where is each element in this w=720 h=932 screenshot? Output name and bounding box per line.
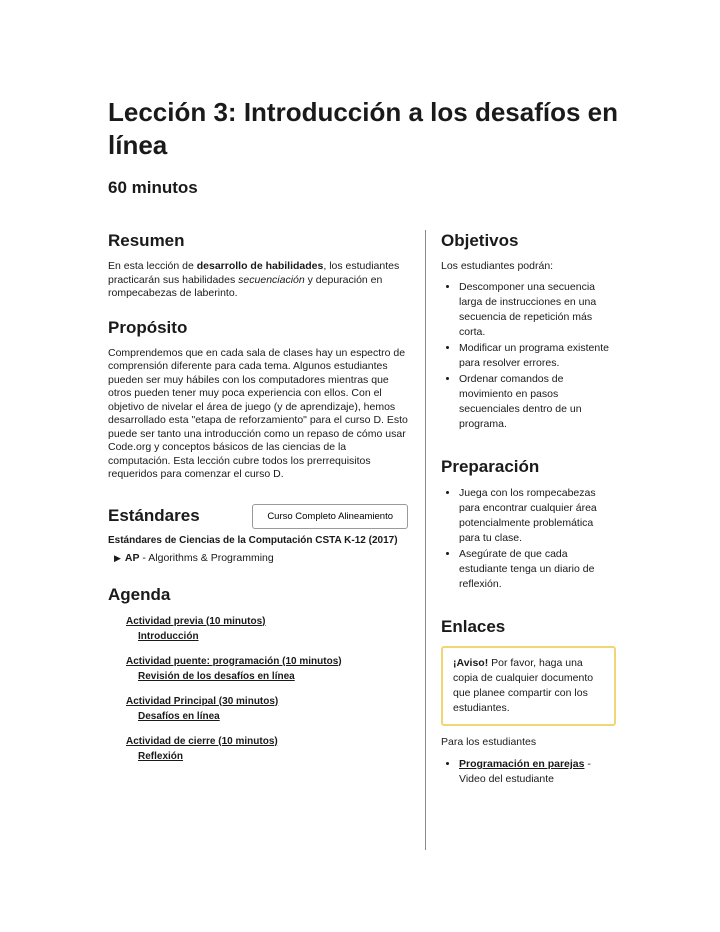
student-links-list	[441, 757, 616, 787]
standards-header	[108, 504, 408, 529]
standard-item-ap[interactable]	[114, 552, 408, 564]
notice-text: Por favor, haga una copia de cualquier documento que planee compartir con los estudiantes.	[453, 656, 594, 714]
agenda-heading: Agenda	[108, 584, 171, 604]
summary-heading: Resumen	[108, 231, 185, 250]
objectives-intro: Los estudiantes podrán:	[441, 260, 554, 272]
list-item: • Descomponer una secuencia larga de instrucciones en una secuencia de repetición más corta.	[459, 280, 616, 340]
standards-heading: Estándares	[108, 506, 200, 525]
agenda-item	[126, 734, 408, 764]
agenda-main-link[interactable]: Actividad de cierre (10 minutos)	[126, 735, 278, 747]
agenda-sub-link[interactable]: Desafíos en línea	[138, 710, 220, 722]
list-item	[459, 757, 616, 787]
lesson-duration: 60 minutos	[108, 178, 198, 197]
agenda-main-link[interactable]: Actividad puente: programación (10 minutos)	[126, 655, 342, 667]
preparation-heading: Preparación	[441, 456, 540, 476]
summary-text	[108, 260, 408, 301]
standards-section	[108, 504, 408, 564]
standards-framework: Estándares de Ciencias de la Computación CSTA K-12 (2017)	[108, 534, 398, 546]
agenda-item	[126, 614, 408, 644]
agenda-section	[108, 584, 408, 764]
links-section	[441, 616, 616, 788]
objectives-section	[441, 230, 616, 432]
purpose-heading: Propósito	[108, 317, 188, 337]
summary-text-1: En esta lección de	[108, 260, 197, 272]
pair-programming-link[interactable]: Programación en parejas	[459, 758, 585, 770]
agenda-item	[126, 654, 408, 684]
expand-triangle-icon[interactable]: ▶	[114, 552, 121, 563]
agenda-item	[126, 694, 408, 724]
summary-text-3: y depuración en rompecabezas de laberinto.	[108, 273, 383, 299]
notice-bold: ¡Aviso!	[453, 656, 489, 669]
notice-box	[441, 646, 616, 726]
summary-italic: secuenciación	[238, 273, 305, 286]
links-heading: Enlaces	[441, 616, 506, 636]
agenda-sub-link[interactable]: Reflexión	[138, 750, 184, 762]
summary-text-2: , los estudiantes practicarán sus habilidades	[108, 260, 400, 286]
students-label: Para los estudiantes	[441, 735, 537, 748]
full-course-alignment-button[interactable]: Curso Completo Alineamiento	[252, 504, 408, 529]
list-item: • Asegúrate de que cada estudiante tenga un diario de reflexión.	[459, 547, 616, 592]
objectives-heading: Objetivos	[441, 231, 519, 250]
standard-code: AP	[124, 551, 140, 564]
summary-section	[108, 230, 408, 301]
agenda-sub-link[interactable]: Revisión de los desafíos en línea	[138, 670, 295, 682]
purpose-text: Comprendemos que en cada sala de clases hay un espectro de comprensión diferente para cada tema. Algunos estudiantes pueden ser muy hábiles con los computadores mientras que otros pueden tener muy poca experiencia con ellos. Con el objetivo de nivelar el área de juego (y de aprendizaje), hemos desarrollado esta "etapa de reforzamiento" para el curso D. Esto puede ser tanto una introducción como un repaso de cómo usar Code.org y conceptos básicos de las ciencias de la computación. Esta lección cubre todos los prerrequisitos requeridos para comenzar el curso D.	[108, 346, 408, 480]
left-column	[108, 230, 408, 780]
column-divider	[425, 230, 426, 850]
summary-bold: desarrollo de habilidades	[196, 260, 324, 272]
objectives-list	[441, 280, 616, 432]
list-item: • Ordenar comandos de movimiento en pasos secuenciales dentro de un programa.	[459, 372, 616, 432]
list-item: • Juega con los rompecabezas para encontrar cualquier área potencialmente problemática para tu clase.	[459, 486, 616, 546]
right-column	[441, 230, 616, 803]
purpose-section	[108, 317, 408, 482]
preparation-list	[441, 486, 616, 592]
standard-text: - Algorithms & Programming	[139, 551, 274, 564]
agenda-main-link[interactable]: Actividad Principal (30 minutos)	[126, 695, 279, 707]
agenda-sub-link[interactable]: Introducción	[138, 630, 199, 642]
student-link-suffix: - Video del estudiante	[459, 758, 591, 785]
page-title: Lección 3: Introducción a los desafíos en línea	[108, 97, 618, 160]
agenda-main-link[interactable]: Actividad previa (10 minutos)	[126, 615, 266, 627]
preparation-section	[441, 456, 616, 592]
list-item: • Modificar un programa existente para resolver errores.	[459, 341, 616, 371]
